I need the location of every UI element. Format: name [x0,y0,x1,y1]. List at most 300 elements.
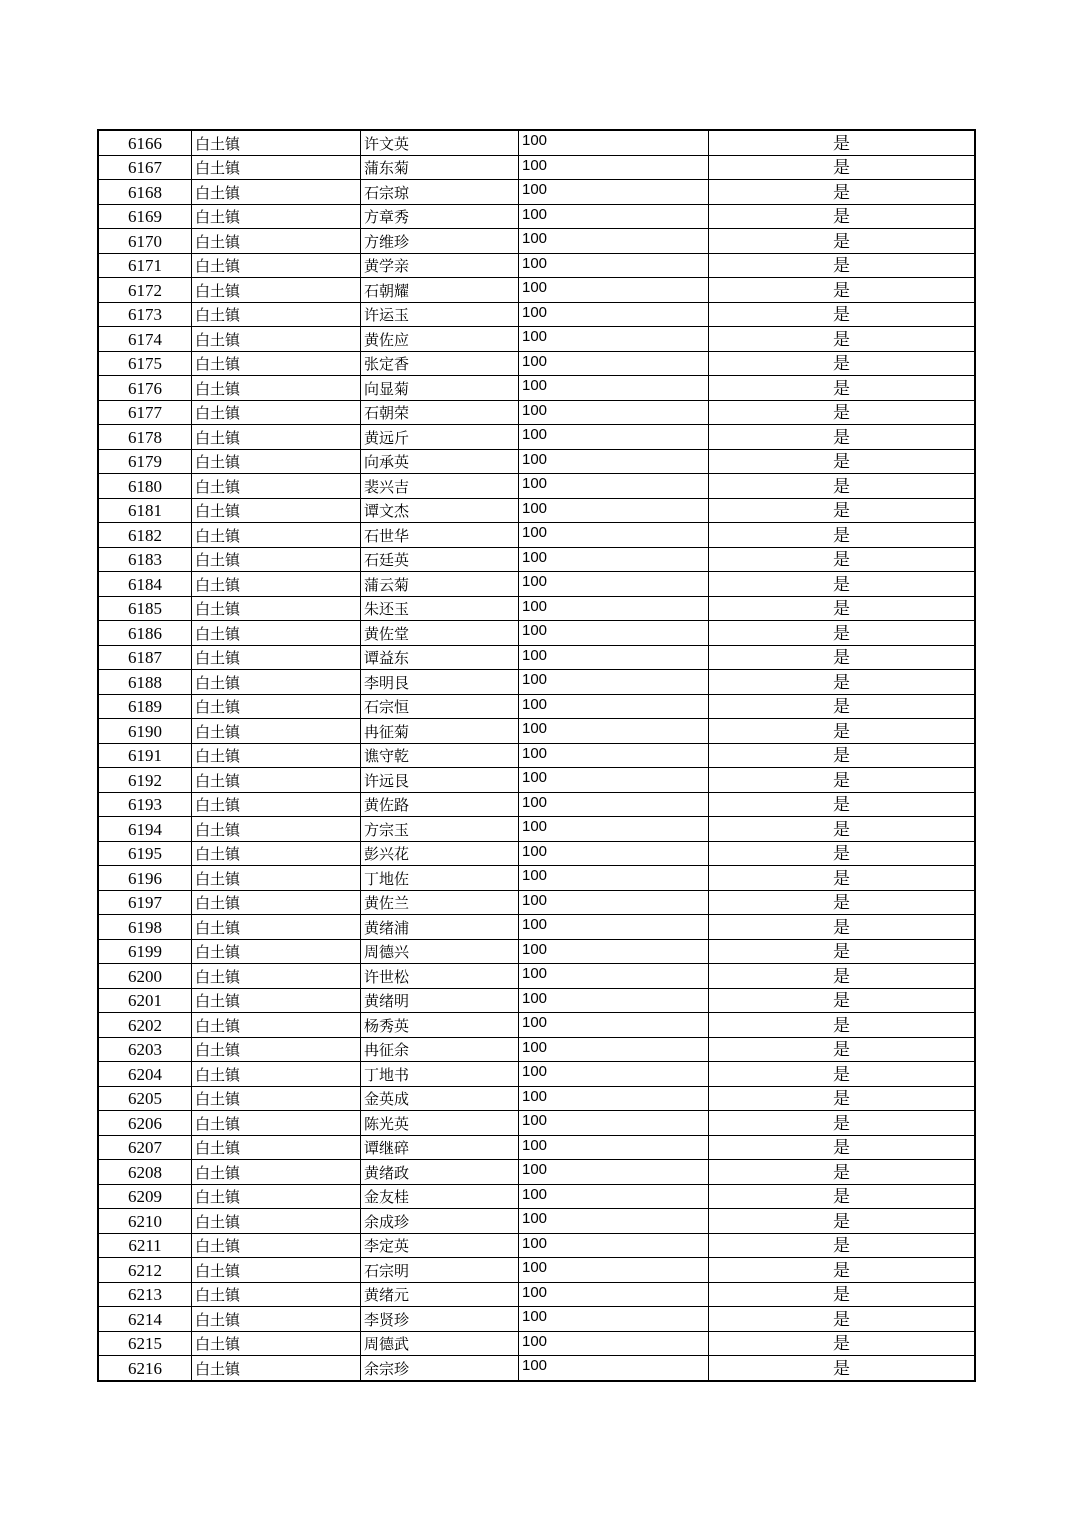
status-cell: 是 [709,572,976,597]
table-row [98,351,975,376]
amount-cell: 100 [519,866,709,891]
person-name-cell: 朱还玉 [361,596,519,621]
town-cell: 白土镇 [192,1160,361,1185]
town-cell: 白土镇 [192,645,361,670]
status-cell: 是 [709,523,976,548]
row-number-cell: 6185 [98,596,192,621]
row-number-cell: 6174 [98,327,192,352]
row-number-cell: 6216 [98,1356,192,1381]
row-number-cell: 6186 [98,621,192,646]
table-row [98,596,975,621]
status-cell: 是 [709,670,976,695]
amount-cell: 100 [519,694,709,719]
person-name-cell: 黄绪浦 [361,915,519,940]
row-number-cell: 6184 [98,572,192,597]
town-cell: 白土镇 [192,768,361,793]
person-name-cell: 冉征余 [361,1037,519,1062]
row-number-cell: 6214 [98,1307,192,1332]
row-number-cell: 6170 [98,229,192,254]
status-cell: 是 [709,1135,976,1160]
status-cell: 是 [709,768,976,793]
person-name-cell: 石宗琼 [361,180,519,205]
status-cell: 是 [709,939,976,964]
row-number-cell: 6194 [98,817,192,842]
status-cell: 是 [709,596,976,621]
row-number-cell: 6199 [98,939,192,964]
row-number-cell: 6189 [98,694,192,719]
status-cell: 是 [709,204,976,229]
amount-cell: 100 [519,1331,709,1356]
town-cell: 白土镇 [192,1331,361,1356]
status-cell: 是 [709,964,976,989]
status-cell: 是 [709,1184,976,1209]
town-cell: 白土镇 [192,1258,361,1283]
table-row [98,694,975,719]
row-number-cell: 6211 [98,1233,192,1258]
person-name-cell: 周德武 [361,1331,519,1356]
town-cell: 白土镇 [192,1307,361,1332]
table-row [98,327,975,352]
person-name-cell: 周德兴 [361,939,519,964]
person-name-cell: 石廷英 [361,547,519,572]
table-row [98,1013,975,1038]
row-number-cell: 6212 [98,1258,192,1283]
amount-cell: 100 [519,645,709,670]
person-name-cell: 许运玉 [361,302,519,327]
row-number-cell: 6209 [98,1184,192,1209]
person-name-cell: 谭益东 [361,645,519,670]
amount-cell: 100 [519,1135,709,1160]
status-cell: 是 [709,1160,976,1185]
town-cell: 白土镇 [192,523,361,548]
table-row [98,1282,975,1307]
table-row [98,768,975,793]
amount-cell: 100 [519,1160,709,1185]
table-row [98,376,975,401]
status-cell: 是 [709,694,976,719]
amount-cell: 100 [519,817,709,842]
table-row [98,988,975,1013]
status-cell: 是 [709,180,976,205]
town-cell: 白土镇 [192,1037,361,1062]
row-number-cell: 6171 [98,253,192,278]
row-number-cell: 6192 [98,768,192,793]
amount-cell: 100 [519,204,709,229]
town-cell: 白土镇 [192,988,361,1013]
amount-cell: 100 [519,768,709,793]
row-number-cell: 6176 [98,376,192,401]
person-name-cell: 石世华 [361,523,519,548]
table-row [98,1307,975,1332]
person-name-cell: 彭兴花 [361,841,519,866]
amount-cell: 100 [519,1184,709,1209]
amount-cell: 100 [519,890,709,915]
row-number-cell: 6190 [98,719,192,744]
table-row [98,719,975,744]
person-name-cell: 方宗玉 [361,817,519,842]
status-cell: 是 [709,817,976,842]
status-cell: 是 [709,400,976,425]
status-cell: 是 [709,1356,976,1381]
town-cell: 白土镇 [192,572,361,597]
town-cell: 白土镇 [192,130,361,155]
town-cell: 白土镇 [192,841,361,866]
amount-cell: 100 [519,621,709,646]
table-row [98,1086,975,1111]
person-name-cell: 蒲东菊 [361,155,519,180]
status-cell: 是 [709,130,976,155]
town-cell: 白土镇 [192,596,361,621]
person-name-cell: 黄绪明 [361,988,519,1013]
person-name-cell: 黄佐兰 [361,890,519,915]
table-row [98,1135,975,1160]
amount-cell: 100 [519,351,709,376]
amount-cell: 100 [519,1307,709,1332]
person-name-cell: 方维珍 [361,229,519,254]
row-number-cell: 6208 [98,1160,192,1185]
status-cell: 是 [709,1037,976,1062]
person-name-cell: 冉征菊 [361,719,519,744]
table-row [98,1233,975,1258]
table-row [98,572,975,597]
table-row [98,939,975,964]
amount-cell: 100 [519,327,709,352]
table-row [98,964,975,989]
row-number-cell: 6201 [98,988,192,1013]
table-row [98,204,975,229]
person-name-cell: 黄绪政 [361,1160,519,1185]
town-cell: 白土镇 [192,743,361,768]
status-cell: 是 [709,1282,976,1307]
row-number-cell: 6175 [98,351,192,376]
amount-cell: 100 [519,743,709,768]
row-number-cell: 6198 [98,915,192,940]
status-cell: 是 [709,449,976,474]
amount-cell: 100 [519,964,709,989]
town-cell: 白土镇 [192,964,361,989]
town-cell: 白土镇 [192,1209,361,1234]
person-name-cell: 石宗明 [361,1258,519,1283]
table-row [98,841,975,866]
status-cell: 是 [709,1086,976,1111]
amount-cell: 100 [519,498,709,523]
town-cell: 白土镇 [192,327,361,352]
person-name-cell: 石朝耀 [361,278,519,303]
row-number-cell: 6196 [98,866,192,891]
row-number-cell: 6210 [98,1209,192,1234]
person-name-cell: 张定香 [361,351,519,376]
status-cell: 是 [709,621,976,646]
amount-cell: 100 [519,425,709,450]
amount-cell: 100 [519,474,709,499]
status-cell: 是 [709,915,976,940]
amount-cell: 100 [519,253,709,278]
row-number-cell: 6203 [98,1037,192,1062]
amount-cell: 100 [519,1282,709,1307]
row-number-cell: 6179 [98,449,192,474]
table-row [98,1331,975,1356]
amount-cell: 100 [519,1013,709,1038]
table-row [98,180,975,205]
table-row [98,400,975,425]
town-cell: 白土镇 [192,155,361,180]
amount-cell: 100 [519,1209,709,1234]
status-cell: 是 [709,425,976,450]
table-row [98,645,975,670]
table-row [98,1258,975,1283]
status-cell: 是 [709,155,976,180]
status-cell: 是 [709,278,976,303]
town-cell: 白土镇 [192,278,361,303]
town-cell: 白土镇 [192,1282,361,1307]
person-name-cell: 方章秀 [361,204,519,229]
row-number-cell: 6166 [98,130,192,155]
row-number-cell: 6168 [98,180,192,205]
person-name-cell: 陈光英 [361,1111,519,1136]
town-cell: 白土镇 [192,229,361,254]
amount-cell: 100 [519,939,709,964]
town-cell: 白土镇 [192,719,361,744]
person-name-cell: 石宗恒 [361,694,519,719]
row-number-cell: 6207 [98,1135,192,1160]
amount-cell: 100 [519,302,709,327]
status-cell: 是 [709,1307,976,1332]
status-cell: 是 [709,792,976,817]
person-name-cell: 黄佐堂 [361,621,519,646]
row-number-cell: 6206 [98,1111,192,1136]
person-name-cell: 黄佐路 [361,792,519,817]
amount-cell: 100 [519,670,709,695]
status-cell: 是 [709,1331,976,1356]
status-cell: 是 [709,1233,976,1258]
person-name-cell: 李定英 [361,1233,519,1258]
row-number-cell: 6188 [98,670,192,695]
status-cell: 是 [709,547,976,572]
town-cell: 白土镇 [192,351,361,376]
town-cell: 白土镇 [192,621,361,646]
amount-cell: 100 [519,229,709,254]
amount-cell: 100 [519,523,709,548]
town-cell: 白土镇 [192,694,361,719]
person-name-cell: 许世松 [361,964,519,989]
town-cell: 白土镇 [192,1356,361,1381]
table-row [98,866,975,891]
person-name-cell: 余成珍 [361,1209,519,1234]
person-name-cell: 黄远斤 [361,425,519,450]
status-cell: 是 [709,743,976,768]
table-row [98,670,975,695]
town-cell: 白土镇 [192,425,361,450]
town-cell: 白土镇 [192,1086,361,1111]
row-number-cell: 6213 [98,1282,192,1307]
table-row [98,817,975,842]
town-cell: 白土镇 [192,670,361,695]
amount-cell: 100 [519,1356,709,1381]
table-row [98,253,975,278]
row-number-cell: 6193 [98,792,192,817]
person-name-cell: 向显菊 [361,376,519,401]
table-row [98,621,975,646]
table-row [98,278,975,303]
person-name-cell: 金友桂 [361,1184,519,1209]
amount-cell: 100 [519,400,709,425]
table-row [98,425,975,450]
town-cell: 白土镇 [192,180,361,205]
person-name-cell: 石朝荣 [361,400,519,425]
row-number-cell: 6177 [98,400,192,425]
town-cell: 白土镇 [192,449,361,474]
town-cell: 白土镇 [192,1233,361,1258]
status-cell: 是 [709,988,976,1013]
person-name-cell: 李贤珍 [361,1307,519,1332]
person-name-cell: 黄学亲 [361,253,519,278]
table-row [98,547,975,572]
table-row [98,449,975,474]
table-row [98,1209,975,1234]
person-name-cell: 余宗珍 [361,1356,519,1381]
amount-cell: 100 [519,130,709,155]
status-cell: 是 [709,1209,976,1234]
status-cell: 是 [709,376,976,401]
status-cell: 是 [709,1258,976,1283]
row-number-cell: 6197 [98,890,192,915]
amount-cell: 100 [519,1233,709,1258]
table-row [98,1356,975,1381]
row-number-cell: 6205 [98,1086,192,1111]
status-cell: 是 [709,890,976,915]
status-cell: 是 [709,327,976,352]
amount-cell: 100 [519,1037,709,1062]
town-cell: 白土镇 [192,890,361,915]
row-number-cell: 6173 [98,302,192,327]
person-name-cell: 谯守乾 [361,743,519,768]
town-cell: 白土镇 [192,817,361,842]
person-name-cell: 李明艮 [361,670,519,695]
town-cell: 白土镇 [192,204,361,229]
town-cell: 白土镇 [192,498,361,523]
table-row [98,915,975,940]
row-number-cell: 6178 [98,425,192,450]
town-cell: 白土镇 [192,939,361,964]
status-cell: 是 [709,719,976,744]
status-cell: 是 [709,866,976,891]
row-number-cell: 6167 [98,155,192,180]
row-number-cell: 6181 [98,498,192,523]
table-row [98,792,975,817]
row-number-cell: 6195 [98,841,192,866]
town-cell: 白土镇 [192,1135,361,1160]
row-number-cell: 6182 [98,523,192,548]
status-cell: 是 [709,1013,976,1038]
amount-cell: 100 [519,841,709,866]
status-cell: 是 [709,253,976,278]
amount-cell: 100 [519,792,709,817]
status-cell: 是 [709,351,976,376]
table-row [98,155,975,180]
table-row [98,498,975,523]
person-name-cell: 谭文杰 [361,498,519,523]
table-row [98,890,975,915]
table-row [98,229,975,254]
status-cell: 是 [709,1111,976,1136]
amount-cell: 100 [519,1086,709,1111]
table-row [98,743,975,768]
person-name-cell: 谭继碎 [361,1135,519,1160]
amount-cell: 100 [519,1111,709,1136]
amount-cell: 100 [519,988,709,1013]
amount-cell: 100 [519,155,709,180]
table-row [98,1111,975,1136]
town-cell: 白土镇 [192,1184,361,1209]
row-number-cell: 6200 [98,964,192,989]
person-name-cell: 黄绪元 [361,1282,519,1307]
status-cell: 是 [709,302,976,327]
status-cell: 是 [709,229,976,254]
status-cell: 是 [709,841,976,866]
data-table [97,129,976,1382]
town-cell: 白土镇 [192,547,361,572]
town-cell: 白土镇 [192,1111,361,1136]
table-row [98,1037,975,1062]
town-cell: 白土镇 [192,1013,361,1038]
status-cell: 是 [709,1062,976,1087]
row-number-cell: 6187 [98,645,192,670]
town-cell: 白土镇 [192,253,361,278]
table-body [98,130,975,1381]
row-number-cell: 6215 [98,1331,192,1356]
person-name-cell: 杨秀英 [361,1013,519,1038]
table-row [98,1184,975,1209]
person-name-cell: 金英成 [361,1086,519,1111]
table-row [98,1160,975,1185]
status-cell: 是 [709,645,976,670]
table-row [98,523,975,548]
amount-cell: 100 [519,449,709,474]
status-cell: 是 [709,474,976,499]
row-number-cell: 6169 [98,204,192,229]
town-cell: 白土镇 [192,1062,361,1087]
row-number-cell: 6183 [98,547,192,572]
row-number-cell: 6202 [98,1013,192,1038]
amount-cell: 100 [519,278,709,303]
amount-cell: 100 [519,915,709,940]
town-cell: 白土镇 [192,866,361,891]
amount-cell: 100 [519,180,709,205]
person-name-cell: 向承英 [361,449,519,474]
town-cell: 白土镇 [192,792,361,817]
person-name-cell: 裴兴吉 [361,474,519,499]
town-cell: 白土镇 [192,474,361,499]
town-cell: 白土镇 [192,376,361,401]
town-cell: 白土镇 [192,400,361,425]
amount-cell: 100 [519,572,709,597]
status-cell: 是 [709,498,976,523]
person-name-cell: 丁地书 [361,1062,519,1087]
amount-cell: 100 [519,596,709,621]
table-row [98,1062,975,1087]
table-row [98,474,975,499]
row-number-cell: 6191 [98,743,192,768]
person-name-cell: 黄佐应 [361,327,519,352]
row-number-cell: 6204 [98,1062,192,1087]
amount-cell: 100 [519,547,709,572]
person-name-cell: 丁地佐 [361,866,519,891]
table-row [98,130,975,155]
row-number-cell: 6180 [98,474,192,499]
town-cell: 白土镇 [192,302,361,327]
amount-cell: 100 [519,1258,709,1283]
amount-cell: 100 [519,1062,709,1087]
